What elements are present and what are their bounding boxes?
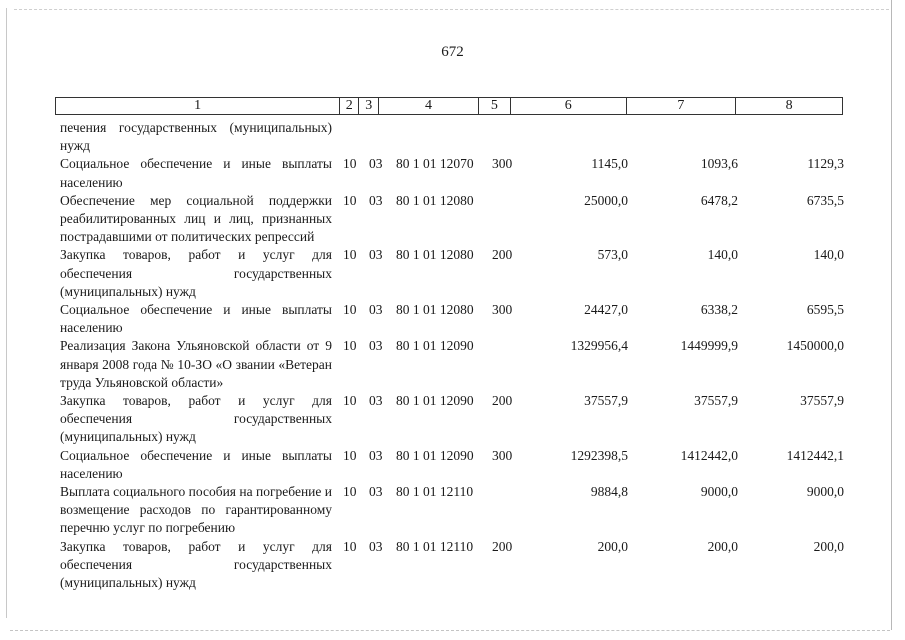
table-body <box>60 119 850 592</box>
row-section: 10 <box>343 538 357 554</box>
row-subsection: 03 <box>369 156 383 172</box>
row-value-col8: 9000,0 <box>806 484 844 500</box>
row-expense-type: 200 <box>492 247 513 263</box>
header-col-2: 2 <box>340 98 359 114</box>
header-col-8: 8 <box>785 98 793 113</box>
row-value-col7: 6338,2 <box>700 302 738 318</box>
table-row <box>60 538 850 593</box>
scan-edge-top <box>14 9 889 10</box>
row-subsection: 03 <box>369 484 383 500</box>
row-value-col7: 200,0 <box>707 538 738 554</box>
row-target-code: 80 1 01 12110 <box>396 484 474 500</box>
row-target-code: 80 1 01 12090 <box>396 393 474 409</box>
row-section: 10 <box>343 393 357 409</box>
row-value-col7: 1449999,9 <box>680 338 738 354</box>
row-expense-type: 200 <box>492 393 513 409</box>
header-col-7: 7 <box>627 98 737 114</box>
row-expense-type: 200 <box>492 538 513 554</box>
scan-edge-right <box>891 0 892 630</box>
row-value-col6: 24427,0 <box>584 302 628 318</box>
row-value-col7: 37557,9 <box>694 393 738 409</box>
row-value-col8: 1412442,1 <box>786 447 844 463</box>
row-name: печения государственных (муниципальных) нужд <box>60 120 332 154</box>
row-subsection: 03 <box>369 302 383 318</box>
header-col-4: 4 <box>379 98 479 114</box>
row-target-code: 80 1 01 12090 <box>396 447 474 463</box>
scan-edge-left <box>6 8 7 618</box>
header-col-6: 6 <box>511 98 627 114</box>
row-name: Реализация Закона Ульяновской области от 9 января 2008 года № 10-ЗО «О звании «Ветеран труда Ульяновской области» <box>60 338 332 390</box>
row-value-col6: 37557,9 <box>584 393 628 409</box>
row-section: 10 <box>343 302 357 318</box>
row-name: Обеспечение мер социальной поддержки реабилитированных лиц и лиц, признанных пострадавшими от политических репрессий <box>60 192 332 245</box>
row-subsection: 03 <box>369 447 383 463</box>
row-name: Социальное обеспечение и иные выплаты населению <box>60 302 332 336</box>
table-row <box>60 301 850 337</box>
row-target-code: 80 1 01 12080 <box>396 247 474 263</box>
row-value-col8: 6595,5 <box>806 302 844 318</box>
row-value-col8: 37557,9 <box>800 393 844 409</box>
row-subsection: 03 <box>369 393 383 409</box>
header-col-1: 1 <box>56 98 340 114</box>
table-row <box>60 392 850 447</box>
row-value-col6: 1329956,4 <box>570 338 628 354</box>
row-target-code: 80 1 01 12110 <box>396 538 474 554</box>
row-subsection: 03 <box>369 338 383 354</box>
row-expense-type: 300 <box>492 447 513 463</box>
row-target-code: 80 1 01 12070 <box>396 156 474 172</box>
row-subsection: 03 <box>369 192 383 208</box>
page-number: 672 <box>441 44 464 60</box>
row-subsection: 03 <box>369 538 383 554</box>
row-target-code: 80 1 01 12080 <box>396 192 474 208</box>
row-expense-type: 300 <box>492 302 513 318</box>
row-section: 10 <box>343 192 357 208</box>
table-header <box>55 97 843 115</box>
row-name: Закупка товаров, работ и услуг для обеспечения государственных (муниципальных) нужд <box>60 247 332 299</box>
row-value-col6: 1292398,5 <box>570 447 628 463</box>
row-name: Закупка товаров, работ и услуг для обеспечения государственных (муниципальных) нужд <box>60 393 332 445</box>
row-value-col7: 1412442,0 <box>680 447 738 463</box>
row-target-code: 80 1 01 12090 <box>396 338 474 354</box>
table-row <box>60 119 850 155</box>
table-row <box>60 246 850 301</box>
row-section: 10 <box>343 156 357 172</box>
row-name: Выплата социального пособия на погребение и возмещение расходов по гарантированному перечню услуг по погребению <box>60 484 332 536</box>
row-name: Закупка товаров, работ и услуг для обеспечения государственных (муниципальных) нужд <box>60 538 332 591</box>
row-target-code: 80 1 01 12080 <box>396 302 474 318</box>
row-section: 10 <box>343 338 357 354</box>
row-value-col8: 1129,3 <box>807 156 844 172</box>
row-section: 10 <box>343 484 357 500</box>
row-value-col7: 1093,6 <box>700 156 738 172</box>
row-name: Социальное обеспечение и иные выплаты населению <box>60 447 332 481</box>
table-row <box>60 155 850 191</box>
scan-edge-bottom <box>10 630 890 631</box>
table-row <box>60 337 850 392</box>
table-row <box>60 483 850 538</box>
row-value-col6: 573,0 <box>597 247 628 263</box>
header-col-5: 5 <box>479 98 511 114</box>
row-value-col6: 200,0 <box>597 538 628 554</box>
row-value-col7: 9000,0 <box>700 484 738 500</box>
row-name: Социальное обеспечение и иные выплаты населению <box>60 156 332 190</box>
row-value-col7: 140,0 <box>707 247 738 263</box>
row-value-col8: 6735,5 <box>806 192 844 208</box>
row-value-col6: 9884,8 <box>590 484 628 500</box>
row-value-col6: 1145,0 <box>591 156 628 172</box>
row-section: 10 <box>343 247 357 263</box>
row-value-col8: 140,0 <box>813 247 844 263</box>
row-value-col6: 25000,0 <box>584 192 628 208</box>
row-section: 10 <box>343 447 357 463</box>
row-value-col7: 6478,2 <box>700 192 738 208</box>
table-row <box>60 192 850 247</box>
row-value-col8: 200,0 <box>813 538 844 554</box>
header-col-3: 3 <box>359 98 379 114</box>
row-expense-type: 300 <box>492 156 513 172</box>
row-subsection: 03 <box>369 247 383 263</box>
table-row <box>60 447 850 483</box>
row-value-col8: 1450000,0 <box>786 338 844 354</box>
